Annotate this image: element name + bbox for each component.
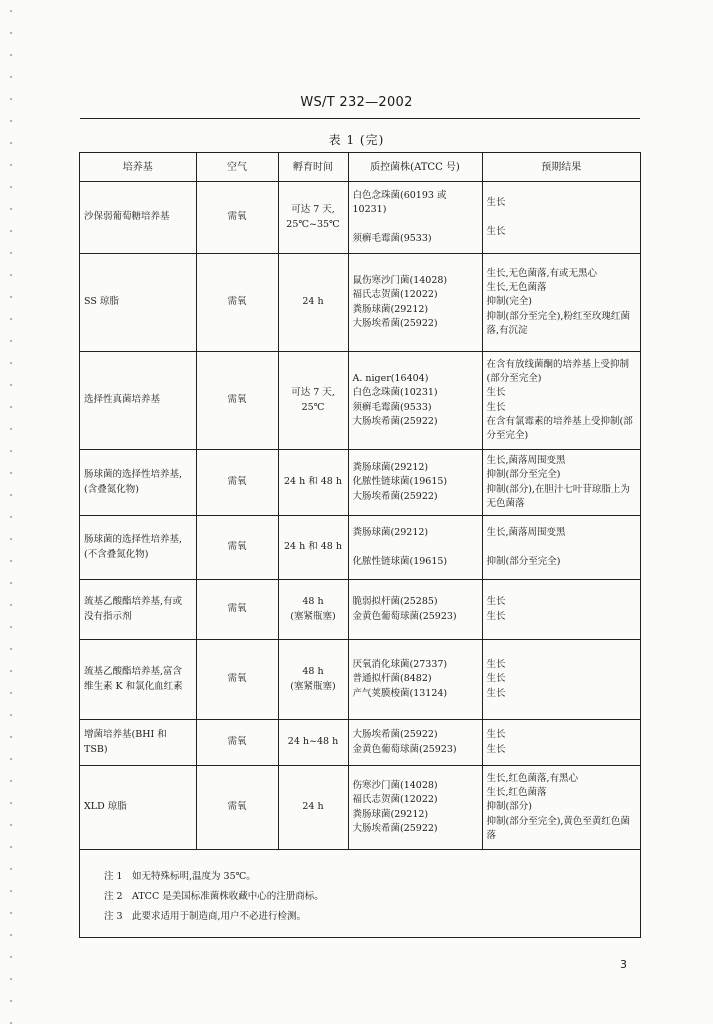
strain-line: 粪肠球菌(29212): [352, 808, 429, 820]
result-cell: [482, 640, 640, 720]
strain-line: 大肠埃希菌(25922): [352, 822, 438, 834]
table-row: [80, 580, 640, 640]
header-strain: 质控菌株(ATCC 号): [348, 153, 482, 182]
result-cell: [482, 182, 640, 254]
air-cell: 需氧: [196, 182, 278, 254]
note-2: [104, 887, 624, 907]
table-frame: [79, 152, 641, 938]
medium-cell: 沙保弱葡萄糖培养基: [80, 182, 196, 254]
table-row: [80, 640, 640, 720]
incubation-cell: [278, 516, 348, 580]
strain-line: 粪肠球菌(29212): [352, 527, 429, 539]
medium-cell: 增菌培养基(BHI 和 TSB): [80, 720, 196, 766]
note-3-tag: 注 3: [104, 911, 123, 922]
result-cell: [482, 766, 640, 850]
result-line: 生长,菌落周围变黑: [486, 527, 566, 539]
incubation-line: (塞紧瓶塞): [290, 680, 336, 692]
strain-line: A. niger(16404): [352, 373, 429, 384]
incubation-line: 24 h 和 48 h: [284, 541, 342, 553]
table-row: [80, 450, 640, 516]
header-air: 空气: [196, 153, 278, 182]
note-3-text: 此要求适用于制造商,用户不必进行检测。: [132, 911, 307, 922]
incubation-line: 24 h: [302, 296, 324, 308]
result-line: 生长: [486, 387, 506, 399]
incubation-cell: [278, 766, 348, 850]
strain-line: 金黄色葡萄球菌(25923): [352, 743, 457, 755]
result-line: [487, 211, 637, 225]
note-1: [104, 867, 624, 887]
result-line: 生长,红色菌落: [486, 787, 547, 799]
strain-line: 大肠埃希菌(25922): [352, 415, 438, 427]
incubation-cell: [278, 182, 348, 254]
incubation-cell: [278, 580, 348, 640]
strain-line: 化脓性链球菌(19615): [352, 476, 448, 488]
strain-cell: [348, 516, 482, 580]
medium-cell: 巯基乙酸酯培养基,富含维生素 K 和氯化血红素: [80, 640, 196, 720]
strain-line: 白色念珠菌(10231): [352, 387, 438, 399]
result-cell: [482, 254, 640, 352]
strain-line: 化脓性链球菌(19615): [352, 555, 448, 567]
header-time: 孵育时间: [278, 153, 348, 182]
note-2-tag: 注 2: [104, 891, 123, 902]
strain-line: 粪肠球菌(29212): [352, 462, 429, 474]
strain-line: 产气荚膜梭菌(13124): [352, 687, 448, 699]
strain-line: [353, 218, 478, 232]
strain-line: 大肠埃希菌(25922): [352, 490, 438, 502]
result-line: 生长: [486, 729, 506, 741]
incubation-cell: [278, 640, 348, 720]
air-cell: 需氧: [196, 580, 278, 640]
incubation-line: 可达 7 天,: [291, 204, 335, 216]
table-body: [80, 182, 640, 850]
air-cell: 需氧: [196, 640, 278, 720]
incubation-cell: [278, 352, 348, 450]
table-row: [80, 720, 640, 766]
strain-cell: [348, 720, 482, 766]
result-line: 抑制(部分至完全),黄色至黄红色菌落: [486, 815, 630, 841]
header-result: 预期结果: [482, 153, 640, 182]
result-line: 抑制(部分至完全),粉红至玫瑰红菌落,有沉淀: [486, 310, 630, 336]
strain-line: 大肠埃希菌(25922): [352, 729, 438, 741]
result-line: [487, 541, 637, 555]
air-cell: 需氧: [196, 254, 278, 352]
strain-cell: [348, 254, 482, 352]
result-cell: [482, 720, 640, 766]
medium-cell: 肠球菌的选择性培养基,(不含叠氮化物): [80, 516, 196, 580]
table-caption: 表 1 (完): [328, 133, 385, 147]
incubation-cell: [278, 720, 348, 766]
qc-table: [80, 153, 640, 850]
result-line: 抑制(部分),在胆汁七叶苷琼脂上为无色菌落: [486, 483, 630, 509]
result-cell: [482, 516, 640, 580]
incubation-line: 24 h 和 48 h: [284, 476, 342, 488]
air-cell: 需氧: [196, 720, 278, 766]
strain-line: 伤寒沙门菌(14028): [352, 780, 438, 791]
notes-block: [104, 867, 624, 927]
strain-line: 脆弱拟杆菌(25285): [352, 596, 438, 608]
table-row: [80, 182, 640, 254]
result-line: 抑制(完全): [486, 296, 532, 308]
header-medium: 培养基: [80, 153, 196, 182]
incubation-line: 可达 7 天,: [291, 387, 335, 399]
result-line: 抑制(部分至完全): [486, 469, 561, 481]
result-line: 生长: [486, 225, 506, 237]
note-3: [104, 907, 624, 927]
incubation-line: 48 h: [302, 666, 324, 678]
table-row: [80, 352, 640, 450]
air-cell: 需氧: [196, 450, 278, 516]
incubation-line: 25℃~35℃: [286, 218, 340, 230]
result-cell: [482, 352, 640, 450]
result-cell: [482, 450, 640, 516]
result-line: 生长: [486, 197, 506, 209]
binding-holes: [8, 0, 14, 1024]
result-line: 生长,红色菌落,有黑心: [486, 772, 579, 784]
page-number: 3: [620, 958, 627, 971]
result-line: 生长,无色菌落,有或无黑心: [486, 267, 598, 279]
strain-line: 大肠埃希菌(25922): [352, 317, 438, 329]
air-cell: 需氧: [196, 516, 278, 580]
medium-cell: 选择性真菌培养基: [80, 352, 196, 450]
incubation-line: (塞紧瓶塞): [290, 610, 336, 622]
strain-line: 普通拟杆菌(8482): [352, 673, 432, 685]
air-cell: 需氧: [196, 766, 278, 850]
result-line: 生长,菌落周围变黑: [486, 455, 566, 466]
note-2-text: ATCC 是美国标准菌株收藏中心的注册商标。: [132, 891, 324, 902]
air-cell: 需氧: [196, 352, 278, 450]
incubation-line: 25℃: [301, 401, 325, 413]
strain-line: 鼠伤寒沙门菌(14028): [352, 275, 448, 286]
table-row: [80, 516, 640, 580]
strain-line: 须癣毛霉菌(9533): [352, 232, 432, 244]
result-line: 生长: [486, 743, 506, 755]
strain-line: 厌氧消化球菌(27337): [352, 659, 448, 671]
result-line: 抑制(部分): [486, 801, 532, 813]
incubation-line: 24 h: [302, 801, 324, 813]
strain-line: 粪肠球菌(29212): [352, 303, 429, 315]
strain-cell: [348, 640, 482, 720]
table-header-row: [80, 153, 640, 182]
table-row: [80, 766, 640, 850]
incubation-cell: [278, 450, 348, 516]
document-code: WS/T 232—2002: [300, 95, 413, 110]
strain-cell: [348, 580, 482, 640]
medium-cell: 巯基乙酸酯培养基,有或没有指示剂: [80, 580, 196, 640]
result-line: 生长: [486, 596, 506, 608]
strain-line: 福氏志贺菌(12022): [352, 289, 438, 301]
strain-cell: [348, 182, 482, 254]
strain-line: 须癣毛霉菌(9533): [352, 401, 432, 413]
note-1-text: 如无特殊标明,温度为 35℃。: [132, 871, 256, 882]
note-1-tag: 注 1: [104, 871, 123, 882]
medium-cell: XLD 琼脂: [80, 766, 196, 850]
strain-line: 金黄色葡萄球菌(25923): [352, 610, 457, 622]
result-line: 在含有氯霉素的培养基上受抑制(部分至完全): [486, 415, 633, 441]
strain-line: 白色念珠菌(60193 或 10231): [352, 190, 447, 216]
result-line: 生长: [486, 610, 506, 622]
result-line: 在含有放线菌酮的培养基上受抑制(部分至完全): [486, 358, 630, 384]
result-line: 生长: [486, 687, 506, 699]
medium-cell: 肠球菌的选择性培养基,(含叠氮化物): [80, 450, 196, 516]
result-line: 生长,无色菌落: [486, 282, 547, 294]
strain-cell: [348, 450, 482, 516]
strain-cell: [348, 352, 482, 450]
result-line: 抑制(部分至完全): [486, 555, 561, 567]
medium-cell: SS 琼脂: [80, 254, 196, 352]
table-row: [80, 254, 640, 352]
strain-line: [353, 541, 478, 555]
incubation-line: 24 h~48 h: [287, 736, 339, 748]
strain-cell: [348, 766, 482, 850]
strain-line: 福氏志贺菌(12022): [352, 794, 438, 806]
result-line: 生长: [486, 659, 506, 671]
incubation-line: 48 h: [302, 596, 324, 608]
header-rule: [80, 118, 640, 119]
result-line: 生长: [486, 673, 506, 685]
result-cell: [482, 580, 640, 640]
incubation-cell: [278, 254, 348, 352]
result-line: 生长: [486, 401, 506, 413]
